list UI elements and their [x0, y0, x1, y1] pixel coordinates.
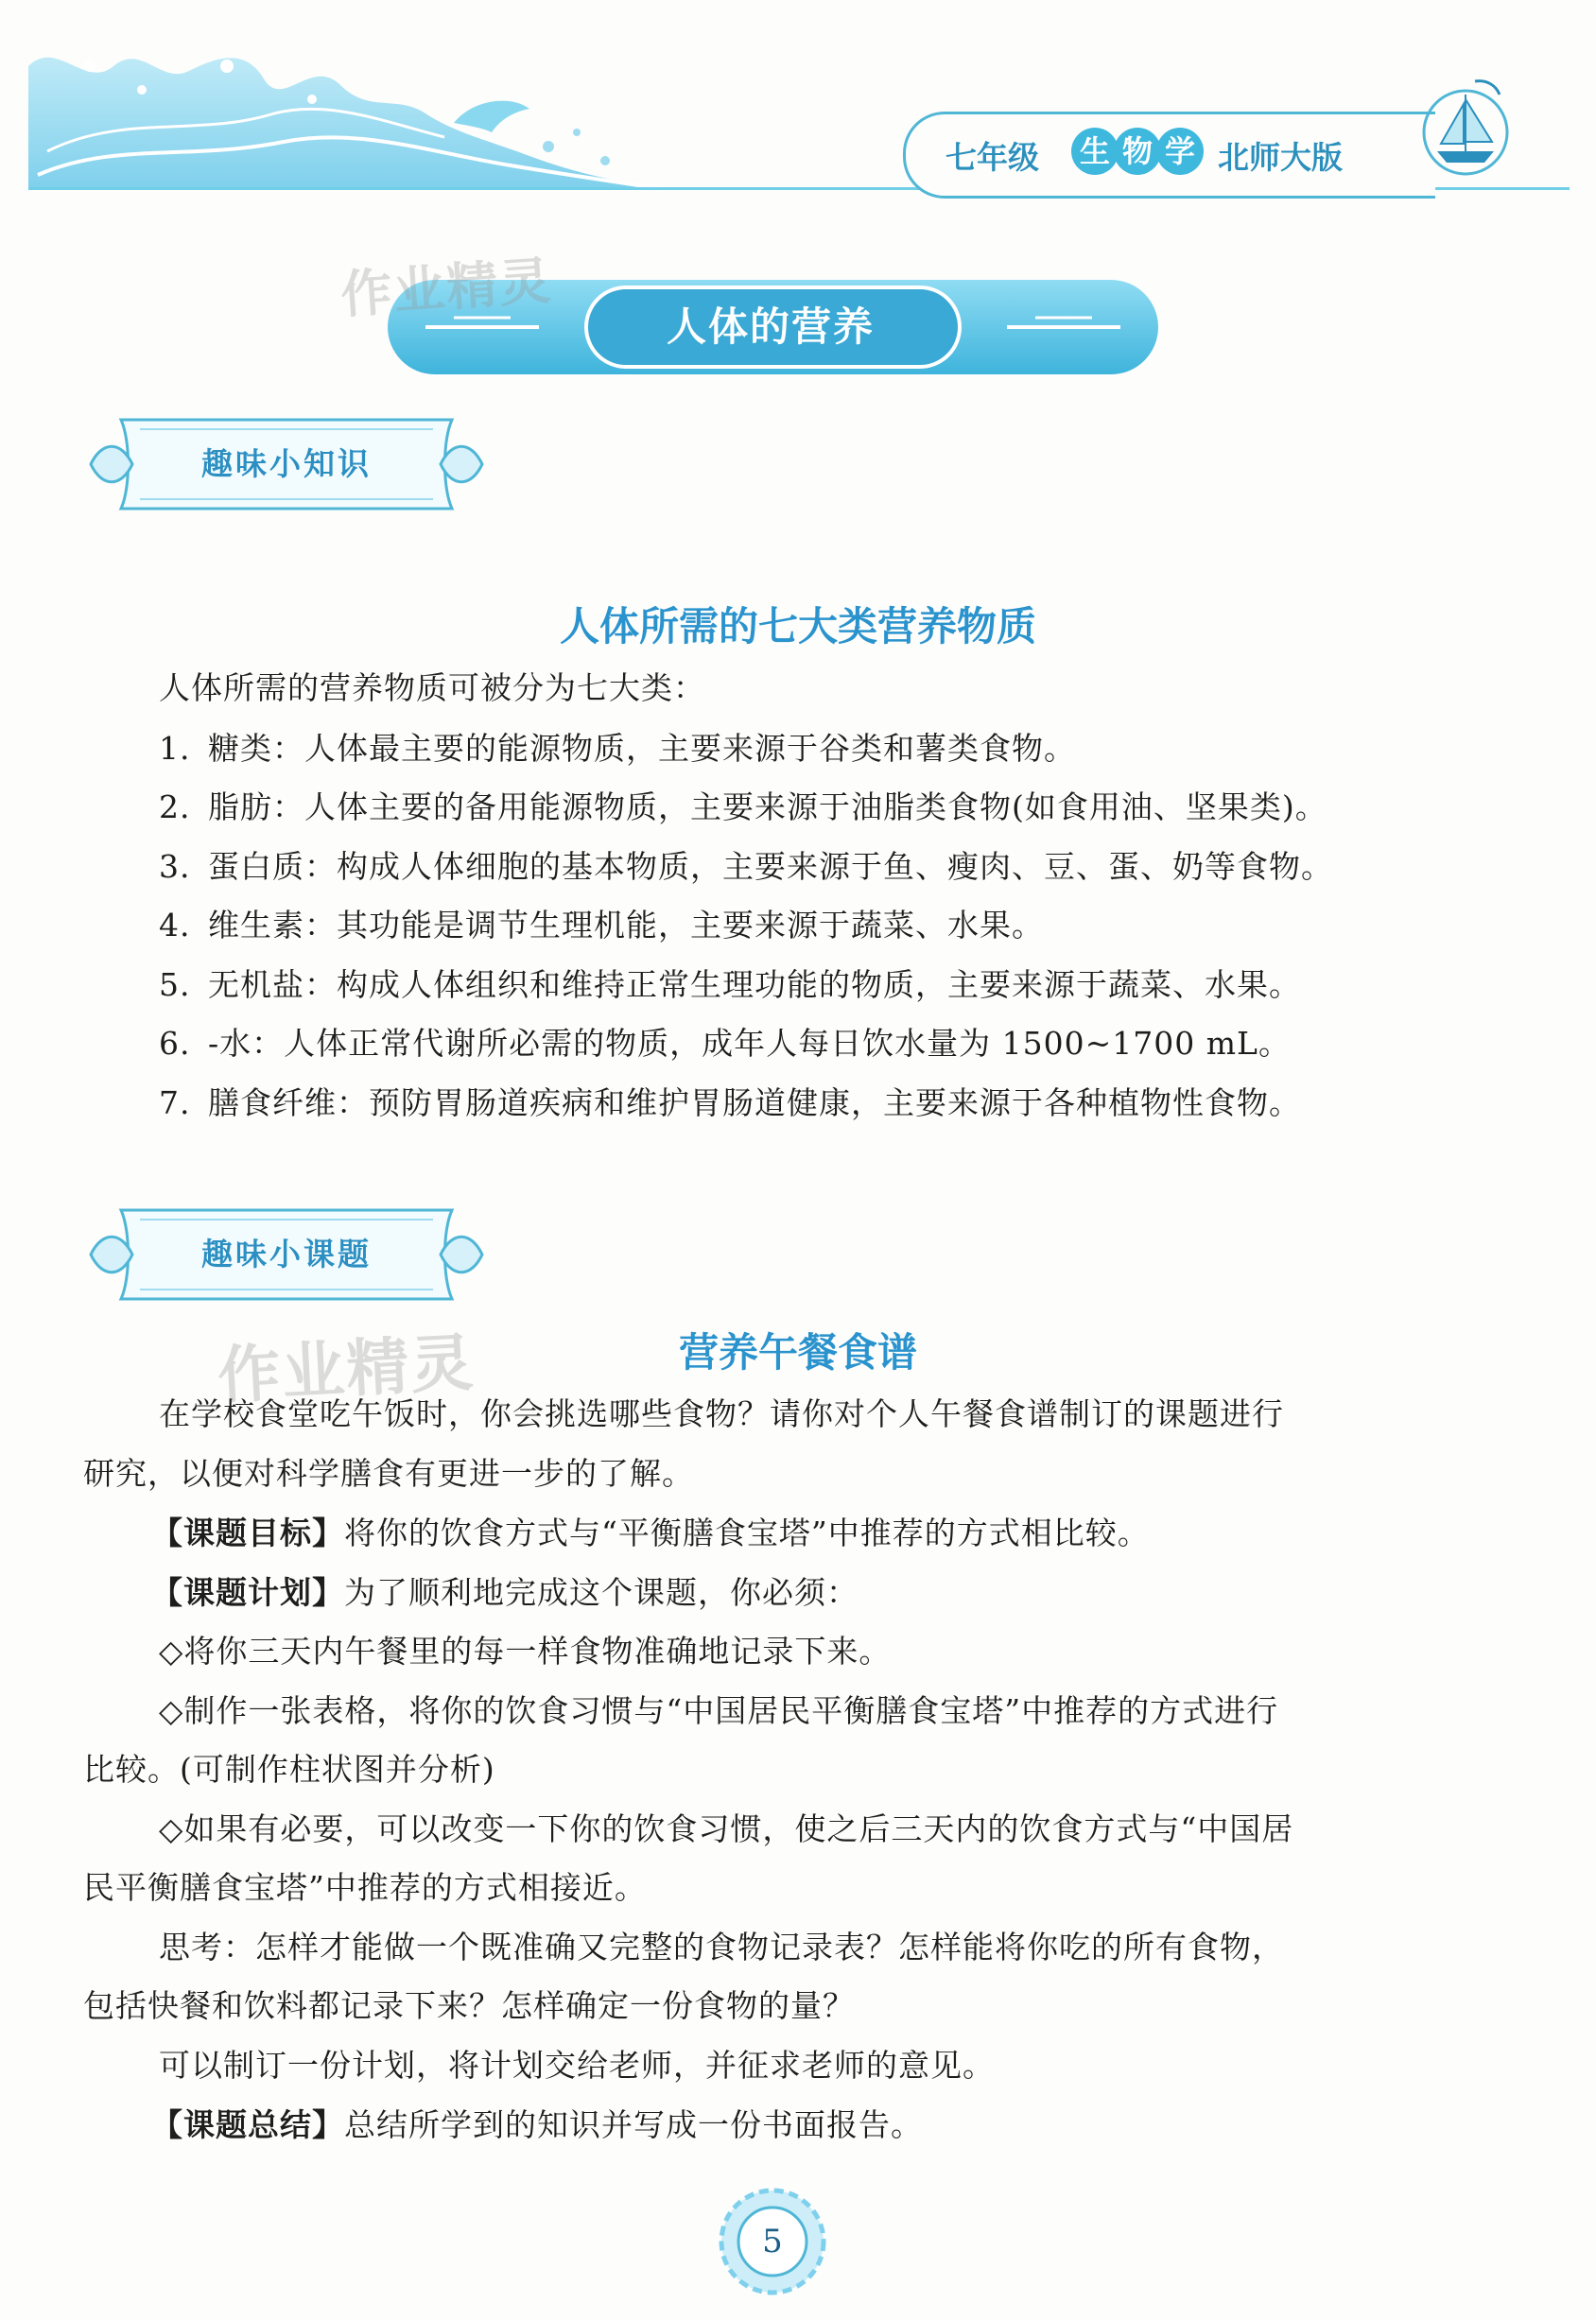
sailboat-icon: [1418, 76, 1513, 180]
list-item: [159, 1019, 1291, 1064]
list-item-text: 膳食纤维：预防胃肠道疾病和维护胃肠道健康，主要来源于各种植物性食物。: [208, 1084, 1301, 1121]
subject-char: 生: [1071, 128, 1119, 175]
subject-char: 学: [1156, 128, 1204, 175]
plan-text: 为了顺利地完成这个课题，你必须：: [344, 1574, 859, 1611]
intro-text: 人体所需的营养物质可被分为七大类：: [159, 669, 705, 706]
list-item-number: 2.: [159, 788, 191, 825]
paragraph-line: 研究，以便对科学膳食有更进一步的了解。: [83, 1455, 694, 1492]
plan-step: ◇将你三天内午餐里的每一样食物准确地记录下来。: [159, 1633, 892, 1670]
paragraph-line: 在学校食堂吃午饭时，你会挑选哪些食物？请你对个人午餐食谱制订的课题进行: [159, 1395, 1284, 1432]
list-item-text: 脂肪：人体主要的备用能源物质，主要来源于油脂类食物(如食用油、坚果类)。: [208, 788, 1327, 825]
goal-text: 将你的饮食方式与“平衡膳食宝塔”中推荐的方式相比较。: [344, 1515, 1150, 1551]
section-label-fun-fact: [83, 412, 490, 516]
plan-step: 民平衡膳食宝塔”中推荐的方式相接近。: [83, 1869, 647, 1906]
plan-step: 比较。(可制作柱状图并分析): [83, 1751, 495, 1788]
watermark: 作业精灵: [338, 251, 555, 325]
list-item-number: 3.: [159, 848, 191, 885]
list-item: [159, 901, 1044, 945]
list-item-text: 蛋白质：构成人体细胞的基本物质，主要来源于鱼、瘦肉、豆、蛋、奶等食物。: [208, 848, 1333, 885]
list-item-number: 4.: [159, 907, 191, 944]
section-label-text: 趣味小课题: [201, 1236, 372, 1273]
section-label-fun-topic: [83, 1203, 490, 1307]
edition-label: 北师大版: [1218, 139, 1343, 176]
topic-plan: [151, 1568, 859, 1613]
list-item-text: 糖类：人体最主要的能源物质，主要来源于谷类和薯类食物。: [208, 730, 1076, 767]
list-item-number: 7.: [159, 1084, 191, 1121]
chapter-title: 人体的营养: [666, 303, 875, 350]
topic-summary: [151, 2101, 923, 2145]
section-heading: 营养午餐食谱: [678, 1329, 917, 1376]
goal-label: 【课题目标】: [151, 1515, 344, 1551]
plan-step: ◇如果有必要，可以改变一下你的饮食习惯，使之后三天内的饮食方式与“中国居: [159, 1810, 1294, 1847]
list-item-text: 无机盐：构成人体组织和维持正常生理功能的物质，主要来源于蔬菜、水果。: [208, 966, 1301, 1003]
plan-step: ◇制作一张表格，将你的饮食习惯与“中国居民平衡膳食宝塔”中推荐的方式进行: [159, 1692, 1279, 1729]
list-item-text: -水：人体正常代谢所必需的物质，成年人每日饮水量为 1500~1700 mL。: [208, 1025, 1291, 1062]
list-item: [159, 783, 1327, 827]
summary-text: 总结所学到的知识并写成一份书面报告。: [344, 2106, 923, 2143]
list-item-number: 6.: [159, 1025, 191, 1062]
list-item: [159, 1079, 1301, 1123]
section-label-text: 趣味小知识: [201, 445, 372, 482]
paragraph-line: 包括快餐和饮料都记录下来？怎样确定一份食物的量？: [83, 1987, 855, 2024]
list-item: [159, 961, 1301, 1005]
topic-goal: [151, 1509, 1150, 1553]
paragraph-line: 可以制订一份计划，将计划交给老师，并征求老师的意见。: [159, 2047, 995, 2084]
list-item-number: 5.: [159, 966, 191, 1003]
list-item-text: 维生素：其功能是调节生理机能，主要来源于蔬菜、水果。: [208, 907, 1044, 944]
subject-banner: [903, 112, 1435, 199]
summary-label: 【课题总结】: [151, 2106, 344, 2143]
watermark: 作业精灵: [216, 1325, 477, 1413]
subject-char: 物: [1114, 128, 1161, 175]
list-item: [159, 724, 1076, 769]
list-item-number: 1.: [159, 730, 191, 767]
paragraph-line: 思考：怎样才能做一个既准确又完整的食物记录表？怎样能将你吃的所有食物，: [159, 1929, 1284, 1965]
page-number: 5: [762, 2223, 783, 2260]
grade-label: 七年级: [945, 139, 1039, 176]
plan-label: 【课题计划】: [151, 1574, 344, 1611]
section-heading: 人体所需的七大类营养物质: [559, 603, 1036, 649]
list-item: [159, 842, 1333, 887]
